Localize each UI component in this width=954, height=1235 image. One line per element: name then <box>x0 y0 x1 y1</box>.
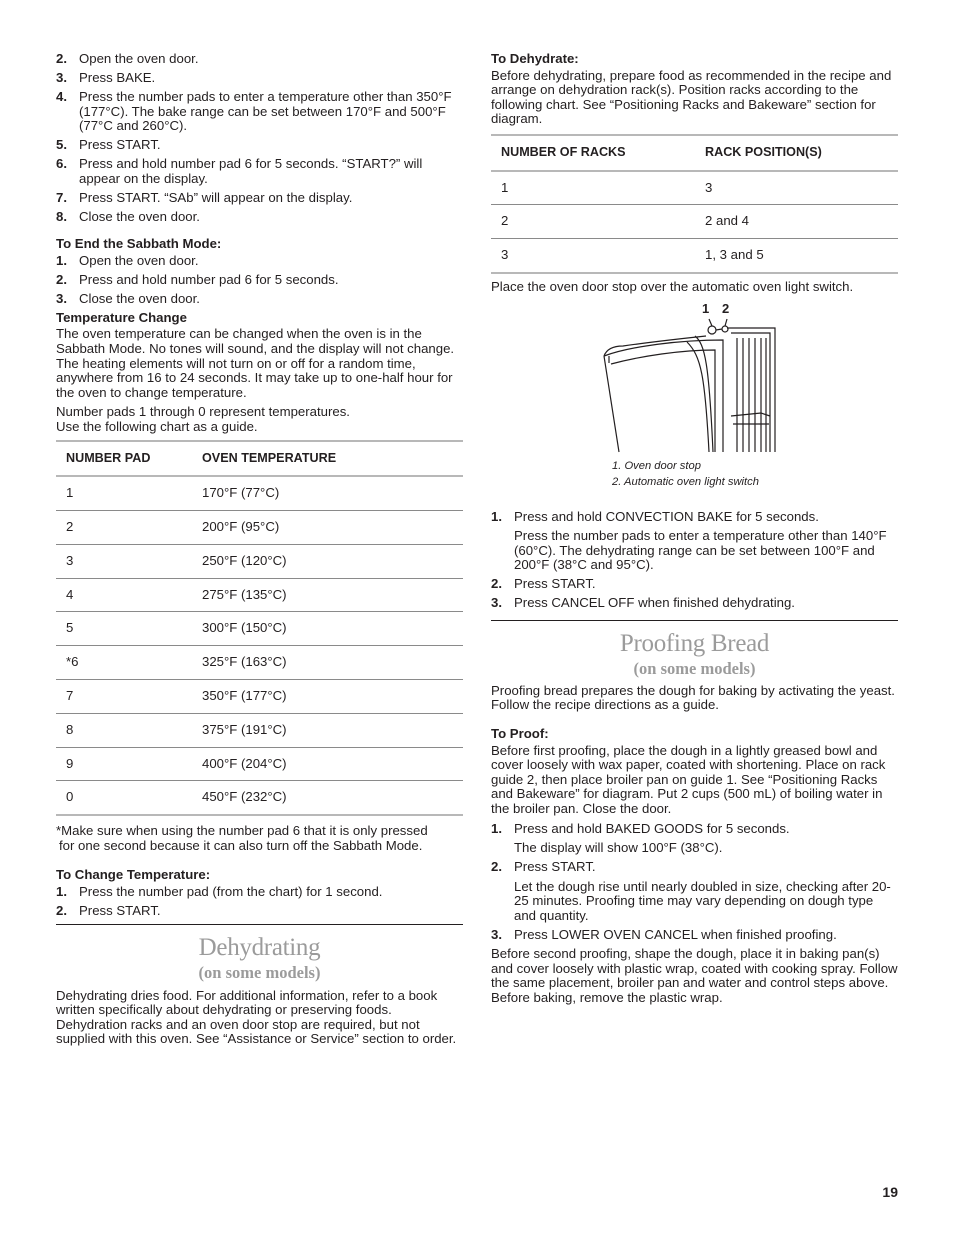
proof-steps <box>491 822 898 943</box>
step-item: 2. Press START. <box>56 902 161 918</box>
section-divider <box>491 620 898 621</box>
table-cell: 1 <box>56 476 192 510</box>
proofing-bread-subtitle: (on some models) <box>633 658 756 678</box>
oven-door-stop-diagram <box>491 300 898 500</box>
left-column <box>56 52 463 1052</box>
table-cell: 275°F (135°C) <box>192 578 463 612</box>
column-header: NUMBER OF RACKS <box>491 135 695 171</box>
table-cell: 2 <box>491 205 695 239</box>
table-cell: 170°F (77°C) <box>192 476 463 510</box>
table-cell: 2 and 4 <box>695 205 898 239</box>
step-item: 3. Press CANCEL OFF when finished dehydrating. <box>491 595 795 611</box>
table-cell: 3 <box>491 239 695 273</box>
dehydrating-subtitle: (on some models) <box>198 962 321 982</box>
step-item: 2. Open the oven door. <box>56 51 199 66</box>
dehydrating-paragraph: Dehydrating dries food. For additional information, refer to a book written specifically about dehydrating or preserving foods. Dehydration racks and an oven door stop are required, but not supplied with this oven. See “Assistance or Service” section to order. <box>56 987 457 1047</box>
table-cell: 325°F (163°C) <box>192 646 463 680</box>
table-row <box>56 578 463 612</box>
rack-position-chart <box>491 134 898 274</box>
table-cell: *6 <box>56 646 192 680</box>
table-cell: 200°F (95°C) <box>192 510 463 544</box>
table-row <box>56 713 463 747</box>
step-item: 4. Press the number pads to enter a temperature other than 350°F (177°C). The bake range can be set between 170°F and 500°F (77°C and 260°C). <box>56 88 452 134</box>
table-cell: 350°F (177°C) <box>192 679 463 713</box>
proofing-bread-title: Proofing Bread <box>619 629 770 657</box>
step-item: 6. Press and hold number pad 6 for 5 seconds. “START?” will appear on the display. <box>56 156 423 186</box>
table-cell: 250°F (120°C) <box>192 544 463 578</box>
table-row <box>56 747 463 781</box>
table-row <box>56 510 463 544</box>
to-proof-paragraph: Before first proofing, place the dough in a lightly greased bowl and cover loosely with wax paper, coated with shortening. Place on rack guide 2, then place broiler pan on guide 1. See “Positioning Racks and Bakeware” for diagram. Put 2 cups (500 mL) of boiling water in the broiler pan. Close the door. <box>491 742 886 817</box>
footnote-line-2: for one second because it can also turn off the Sabbath Mode. <box>59 837 423 853</box>
step-item: 3. Close the oven door. <box>56 290 200 306</box>
page-number: 19 <box>882 1184 898 1200</box>
number-pads-line-1: Number pads 1 through 0 represent temperatures. <box>56 404 350 420</box>
proofing-paragraph: Proofing bread prepares the dough for baking by activating the yeast. Follow the recipe directions as a guide. <box>491 682 895 713</box>
table-row <box>491 205 898 239</box>
table-cell: 5 <box>56 612 192 646</box>
to-proof-heading: To Proof: <box>491 726 549 742</box>
second-proofing-paragraph: Before second proofing, shape the dough, place it in baking pan(s) and cover loosely with plastic wrap, coated with cooking spray. Follow the same placement, broiler pan and water and control steps above. Before baking, remove the plastic wrap. <box>491 945 898 1005</box>
oven-door-illustration <box>491 316 898 466</box>
step-item: 3. Press BAKE. <box>56 69 156 85</box>
to-dehydrate-paragraph: Before dehydrating, prepare food as recommended in the recipe and arrange on dehydration rack(s). Position racks according to the following chart. See “Positioning Racks and Bakeware” section for diagram. <box>491 67 892 127</box>
table-row <box>56 476 463 510</box>
column-header: OVEN TEMPERATURE <box>192 441 463 477</box>
table-row <box>491 239 898 273</box>
to-dehydrate-heading: To Dehydrate: <box>491 51 579 66</box>
dehydrating-title: Dehydrating <box>198 933 321 961</box>
step-item: 2. Press and hold number pad 6 for 5 seconds. <box>56 271 339 287</box>
step-item: 3. Press LOWER OVEN CANCEL when finished proofing. <box>491 926 837 942</box>
table-cell: 4 <box>56 578 192 612</box>
table-cell: 3 <box>695 171 898 205</box>
change-temperature-heading: To Change Temperature: <box>56 867 211 883</box>
temperature-change-heading: Temperature Change <box>56 309 187 325</box>
column-header: RACK POSITION(S) <box>695 135 898 171</box>
step-item: 1. Open the oven door. <box>56 252 199 268</box>
sabbath-start-steps <box>56 52 463 224</box>
temperature-change-paragraph: The oven temperature can be changed when the oven is in the Sabbath Mode. No tones will sound, and the display will not change. The heating elements will not turn on or off for a random time, anywhere from 16 to 24 seconds. It may take up to one-half hour for the oven to change temperature. <box>56 326 455 400</box>
table-cell: 300°F (150°C) <box>192 612 463 646</box>
caption-oven-door-stop: 1. Oven door stop <box>612 459 701 472</box>
step-item: 7. Press START. “SAb” will appear on the display. <box>56 189 353 205</box>
step-item: 1. Press and hold BAKED GOODS for 5 seconds. The display will show 100°F (38°C). <box>491 820 790 856</box>
step-item: 2. Press START. <box>491 576 596 592</box>
right-column <box>491 52 898 1010</box>
table-cell: 1 <box>491 171 695 205</box>
footnote-line-1: *Make sure when using the number pad 6 that it is only pressed <box>56 823 428 839</box>
table-cell: 8 <box>56 713 192 747</box>
step-item: 5. Press START. <box>56 137 161 153</box>
table-row <box>56 679 463 713</box>
diagram-label-2: 2 <box>722 300 730 316</box>
caption-automatic-light-switch: 2. Automatic oven light switch <box>612 475 759 488</box>
number-pads-line-2: Use the following chart as a guide. <box>56 418 258 434</box>
table-row <box>56 781 463 815</box>
temperature-chart <box>56 440 463 817</box>
change-temperature-steps <box>56 885 463 919</box>
column-header: NUMBER PAD <box>56 441 192 477</box>
end-sabbath-heading: To End the Sabbath Mode: <box>56 236 222 252</box>
section-divider <box>56 924 463 925</box>
table-row <box>56 612 463 646</box>
step-item: 2. Press START. Let the dough rise until nearly doubled in size, checking after 20-25 minutes. Proofing time may vary depending on dough type and quantity. <box>491 859 891 923</box>
table-cell: 2 <box>56 510 192 544</box>
step-item: 1. Press and hold CONVECTION BAKE for 5 seconds. Press the number pads to enter a temperature other than 140°F (60°C). The dehydrating range can be set between 100°F and 200°F (38°C and 95°C). <box>491 508 887 573</box>
table-row <box>491 171 898 205</box>
door-stop-paragraph: Place the oven door stop over the automatic oven light switch. <box>491 278 854 294</box>
table-cell: 9 <box>56 747 192 781</box>
table-row <box>56 646 463 680</box>
step-item: 8. Close the oven door. <box>56 208 200 224</box>
table-cell: 450°F (232°C) <box>192 781 463 815</box>
dehydrate-steps <box>491 510 898 611</box>
table-cell: 400°F (204°C) <box>192 747 463 781</box>
table-cell: 1, 3 and 5 <box>695 239 898 273</box>
table-cell: 375°F (191°C) <box>192 713 463 747</box>
table-row <box>56 544 463 578</box>
table-cell: 7 <box>56 679 192 713</box>
end-sabbath-steps <box>56 254 463 307</box>
table-cell: 3 <box>56 544 192 578</box>
step-item: 1. Press the number pad (from the chart) for 1 second. <box>56 883 383 899</box>
table-cell: 0 <box>56 781 192 815</box>
diagram-label-1: 1 <box>702 300 710 316</box>
